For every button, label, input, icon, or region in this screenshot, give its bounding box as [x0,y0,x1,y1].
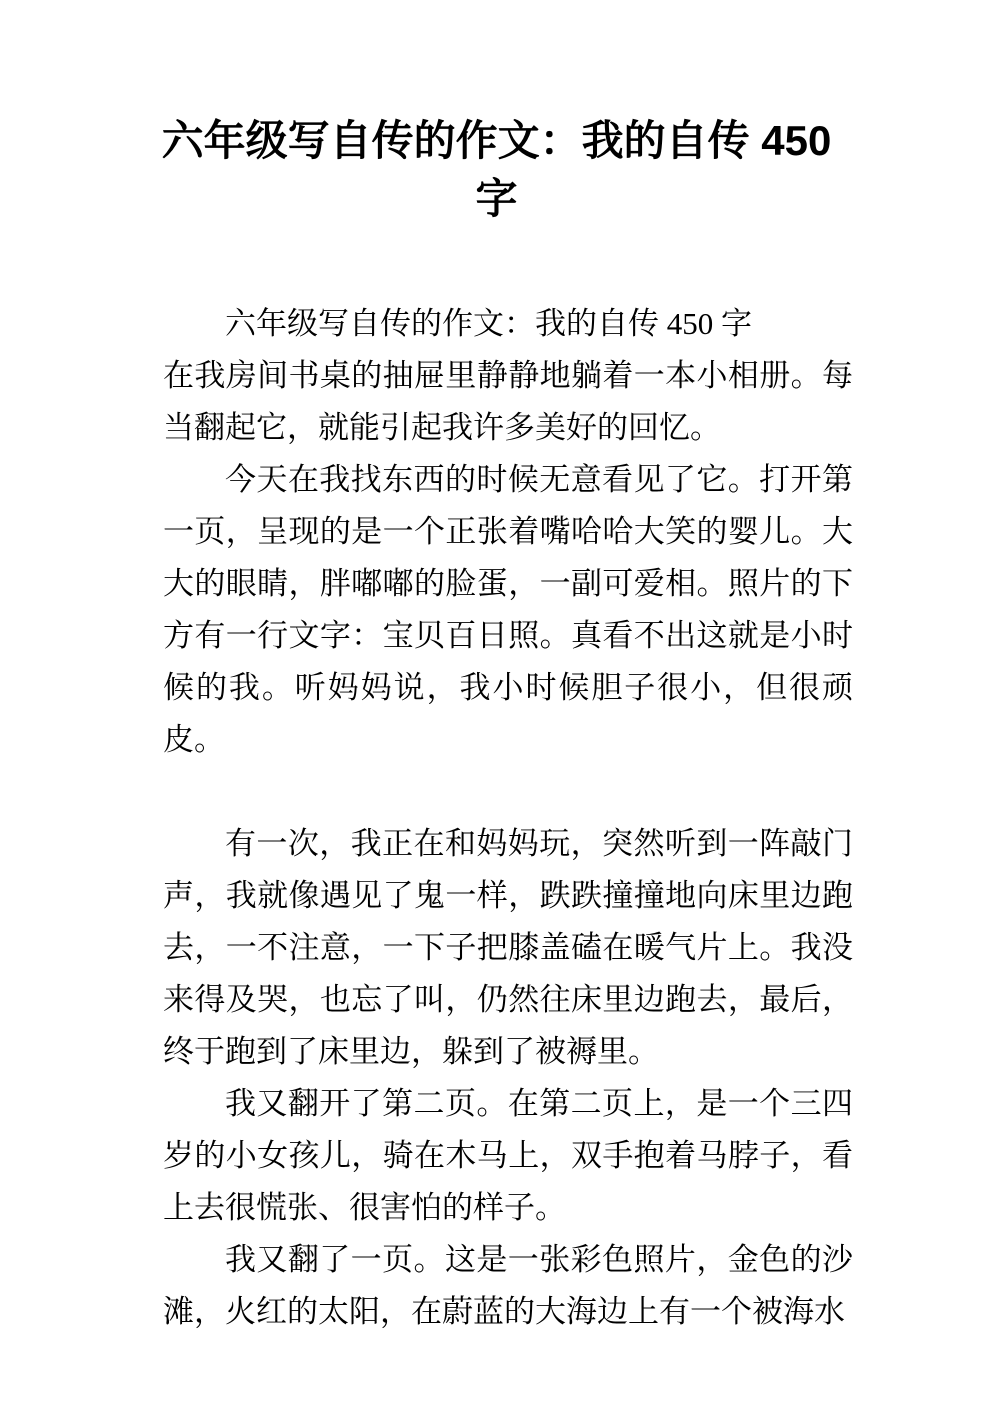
document-title: 六年级写自传的作文：我的自传 450 字 [161,117,832,222]
paragraph: 六年级写自传的作文：我的自传 450 字 [225,306,752,341]
paragraph: 在我房间书桌的抽屉里静静地躺着一本小相册。每当翻起它，就能引起我许多美好的回忆。 [163,358,853,445]
paragraph: 今天在我找东西的时候无意看见了它。打开第一页，呈现的是一个正张着嘴哈哈大笑的婴儿。大大的眼睛，胖嘟嘟的脸蛋，一副可爱相。照片的下方有一行文字：宝贝百日照。真看不出这就是小时候的我。听妈妈说，我小时候胆子很小，但很顽皮。 [163,462,853,757]
document-body [163,298,853,1338]
paragraph: 我又翻开了第二页。在第二页上，是一个三四岁的小女孩儿，骑在木马上，双手抱着马脖子，看上去很慌张、很害怕的样子。 [163,1086,853,1225]
paragraph: 我又翻了一页。这是一张彩色照片，金色的沙滩，火红的太阳，在蔚蓝的大海边上有一个被海水 [163,1242,853,1329]
paragraph: 有一次，我正在和妈妈玩，突然听到一阵敲门声，我就像遇见了鬼一样，跌跌撞撞地向床里边跑去，一不注意，一下子把膝盖磕在暖气片上。我没来得及哭，也忘了叫，仍然往床里边跑去，最后，终于跑到了床里边，躲到了被褥里。 [163,826,853,1069]
